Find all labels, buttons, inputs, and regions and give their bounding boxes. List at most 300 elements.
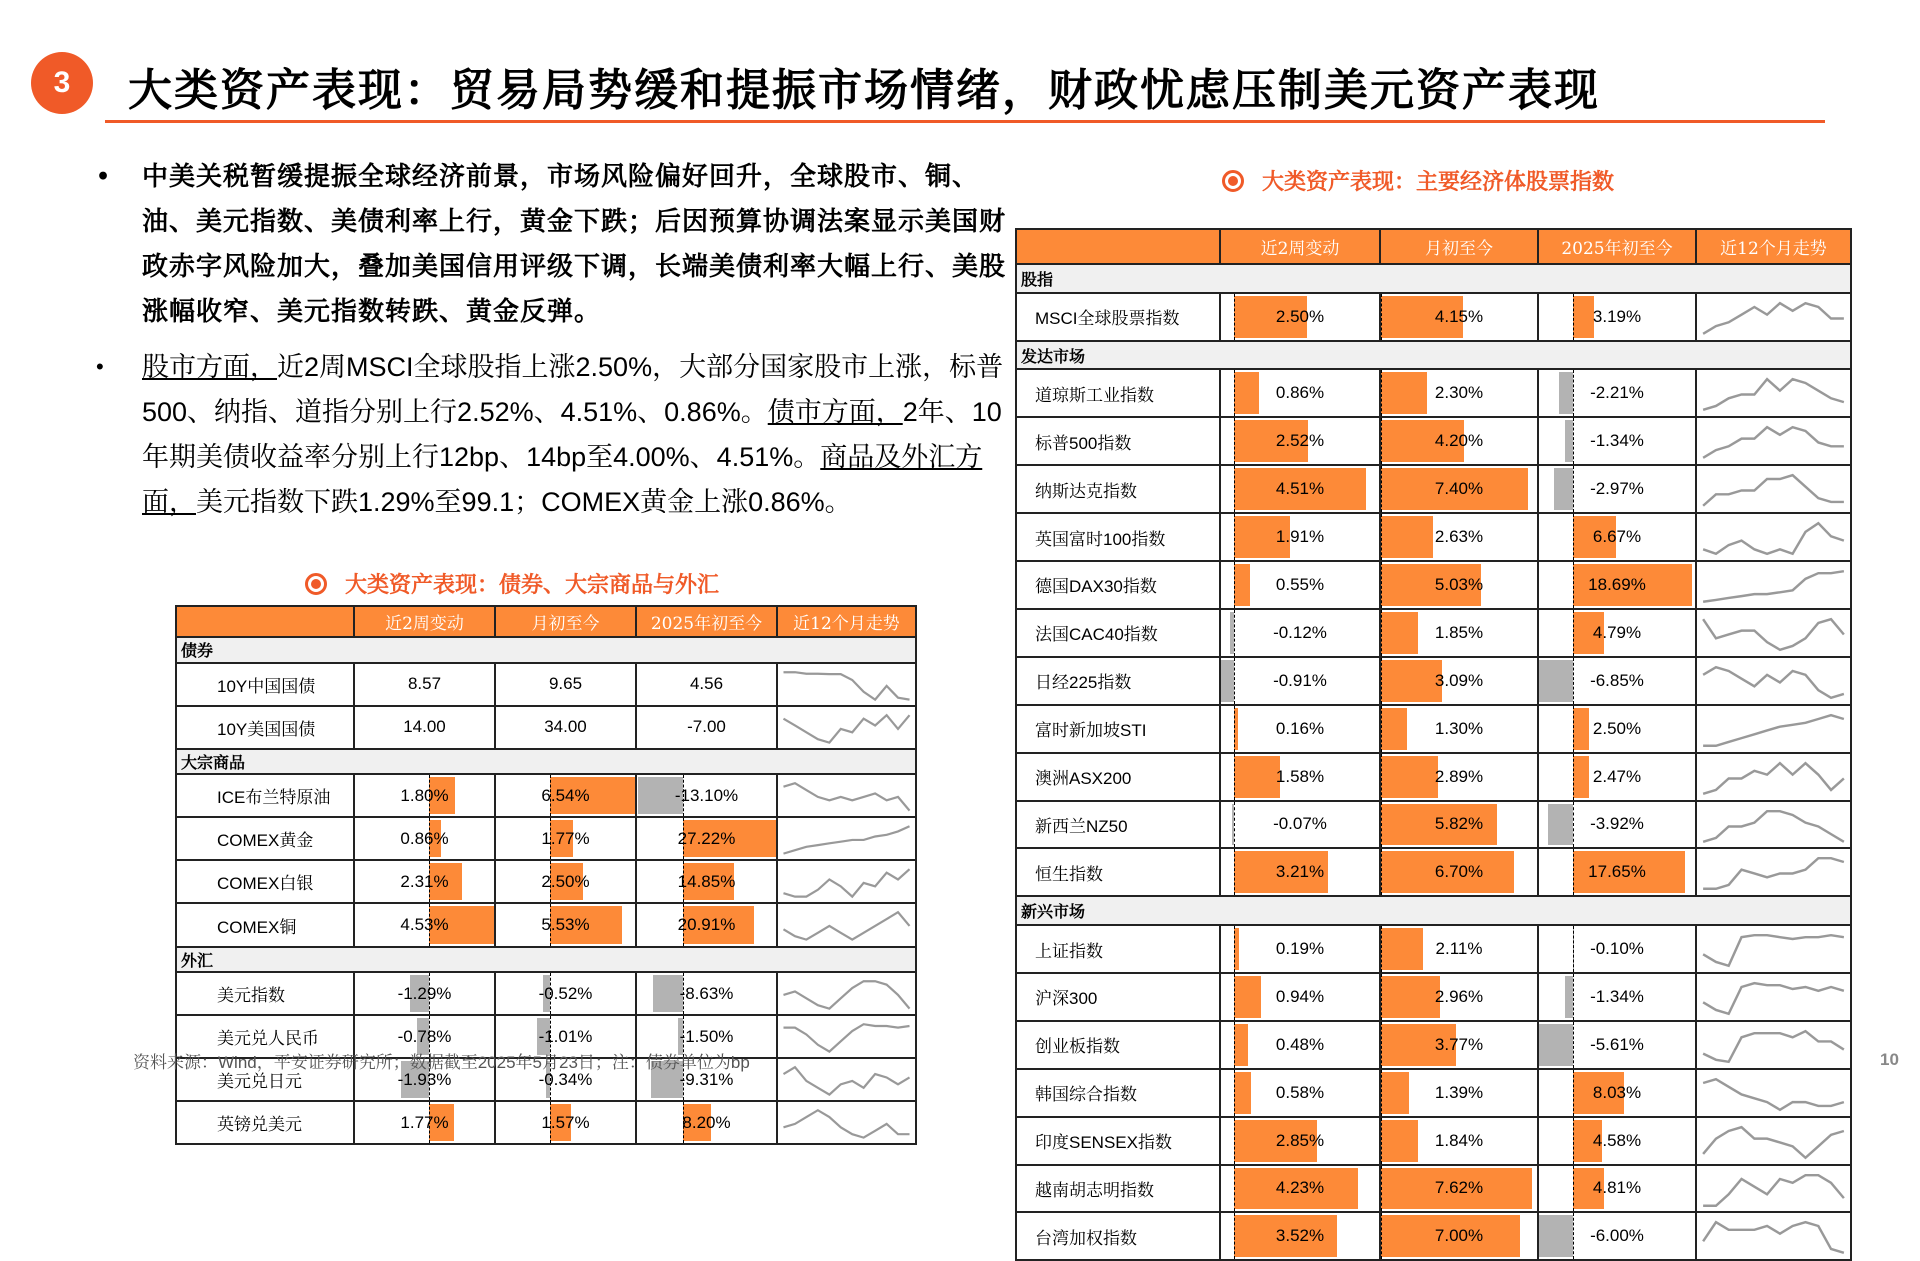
zero-axis xyxy=(1573,562,1574,608)
change-2w-cell xyxy=(1220,973,1380,1021)
asset-name: 上证指数 xyxy=(1016,925,1220,973)
value-text: -0.10% xyxy=(1590,939,1644,959)
value-text: 4.56 xyxy=(689,674,724,694)
value-text: -1.50% xyxy=(679,1026,734,1046)
trend-sparkline xyxy=(1696,417,1851,465)
header-blank xyxy=(1016,229,1220,264)
header-ytd: 2025年初至今 xyxy=(636,606,777,637)
trend-sparkline xyxy=(1696,513,1851,561)
positive-bar xyxy=(1381,660,1442,702)
negative-bar xyxy=(1565,420,1574,462)
value-text: 1.39% xyxy=(1434,1082,1484,1102)
negative-bar xyxy=(1559,372,1573,414)
zero-axis xyxy=(1381,1022,1382,1068)
value-text: 0.58% xyxy=(1275,1082,1325,1102)
asset-name: 印度SENSEX指数 xyxy=(1016,1117,1220,1165)
value-text: 0.86% xyxy=(1275,383,1325,403)
bullet-list xyxy=(90,155,1020,525)
value-text: 9.65 xyxy=(548,674,583,694)
change-mtd-cell xyxy=(1380,657,1538,705)
change-mtd-cell xyxy=(1380,1021,1538,1069)
negative-bar xyxy=(653,975,683,1012)
section-label: 债券 xyxy=(176,637,916,663)
section-label: 外汇 xyxy=(176,947,916,973)
bullet-dot-icon: • xyxy=(96,164,112,190)
asset-name: COMEX铜 xyxy=(176,903,354,946)
zero-axis xyxy=(1234,802,1235,848)
zero-axis xyxy=(1234,418,1235,464)
value-text: 0.19% xyxy=(1275,939,1325,959)
table-row xyxy=(176,706,916,749)
table-row xyxy=(1016,1117,1851,1165)
value-text: 4.53% xyxy=(400,915,449,935)
value-text: 3.09% xyxy=(1434,670,1484,690)
zero-axis xyxy=(1234,926,1235,972)
zero-axis xyxy=(1381,1118,1382,1164)
section-label: 新兴市场 xyxy=(1016,896,1851,925)
trend-sparkline xyxy=(1696,1069,1851,1117)
commodity-fx-label: 商品及外汇方面， xyxy=(142,442,983,518)
change-ytd-cell xyxy=(636,774,777,817)
table-row xyxy=(176,972,916,1015)
value-text: -0.78% xyxy=(397,1026,452,1046)
zero-axis xyxy=(1381,294,1382,340)
change-ytd-cell xyxy=(1538,369,1696,417)
change-mtd-cell xyxy=(1380,925,1538,973)
value-text: -1.34% xyxy=(1590,431,1644,451)
zero-axis xyxy=(1573,294,1574,340)
positive-bar xyxy=(1381,976,1440,1018)
asset-name: 美元指数 xyxy=(176,972,354,1015)
asset-name: 沪深300 xyxy=(1016,973,1220,1021)
value-text: 0.48% xyxy=(1275,1034,1325,1054)
change-mtd-cell xyxy=(1380,513,1538,561)
header-2w-change: 近2周变动 xyxy=(1220,229,1380,264)
change-mtd-cell xyxy=(495,903,636,946)
table-row xyxy=(1016,753,1851,801)
value-text: 14.00 xyxy=(403,717,446,737)
change-ytd-cell xyxy=(636,706,777,749)
trend-sparkline xyxy=(777,1101,916,1144)
value-text: 8.03% xyxy=(1592,1082,1642,1102)
change-mtd-cell xyxy=(1380,1212,1538,1260)
change-ytd-cell xyxy=(1538,513,1696,561)
value-text: 4.15% xyxy=(1434,306,1484,326)
value-text: -13.10% xyxy=(674,785,739,805)
bullet-item-details xyxy=(90,345,1020,525)
positive-bar xyxy=(1234,372,1259,414)
value-text: 2.11% xyxy=(1435,939,1483,959)
change-2w-cell xyxy=(354,817,495,860)
value-text: 6.67% xyxy=(1592,527,1642,547)
change-mtd-cell xyxy=(1380,1069,1538,1117)
value-text: 2.52% xyxy=(1275,431,1325,451)
value-text: 2.50% xyxy=(1275,306,1325,326)
change-mtd-cell xyxy=(495,860,636,903)
equity-text: 近2周MSCI全球股指上涨2.50%，大部分国家股市上涨，标普500、纳指、道指分别上行2.52%、4.51%、0.86%。 xyxy=(142,352,1004,427)
header-mtd: 月初至今 xyxy=(495,606,636,637)
table-row xyxy=(176,860,916,903)
asset-name: 英镑兑美元 xyxy=(176,1101,354,1144)
table-row xyxy=(1016,513,1851,561)
trend-sparkline xyxy=(777,972,916,1015)
asset-name: 恒生指数 xyxy=(1016,848,1220,896)
change-ytd-cell xyxy=(1538,848,1696,896)
section-row xyxy=(1016,341,1851,370)
change-mtd-cell xyxy=(1380,293,1538,341)
change-2w-cell xyxy=(1220,705,1380,753)
value-text: 18.69% xyxy=(1588,574,1646,594)
value-text: -8.63% xyxy=(679,983,734,1003)
value-text: -1.93% xyxy=(397,1069,452,1089)
zero-axis xyxy=(1573,802,1574,848)
zero-axis xyxy=(1381,658,1382,704)
change-ytd-cell xyxy=(636,860,777,903)
value-text: 6.70% xyxy=(1434,862,1484,882)
change-ytd-cell xyxy=(1538,925,1696,973)
value-text: 20.91% xyxy=(677,915,736,935)
change-ytd-cell xyxy=(1538,1069,1696,1117)
value-text: 17.65% xyxy=(1588,862,1646,882)
zero-axis xyxy=(1381,1213,1382,1259)
positive-bar xyxy=(1381,516,1433,558)
trend-sparkline xyxy=(777,903,916,946)
change-mtd-cell xyxy=(1380,561,1538,609)
change-ytd-cell xyxy=(1538,705,1696,753)
zero-axis xyxy=(1234,974,1235,1020)
zero-axis xyxy=(1381,754,1382,800)
table-row xyxy=(1016,848,1851,896)
trend-sparkline xyxy=(1696,1021,1851,1069)
value-text: 2.63% xyxy=(1434,527,1484,547)
table-row xyxy=(176,1101,916,1144)
zero-axis xyxy=(1573,706,1574,752)
value-text: 8.57 xyxy=(407,674,442,694)
value-text: -0.91% xyxy=(1273,670,1327,690)
zero-axis xyxy=(1573,974,1574,1020)
change-2w-cell xyxy=(354,1101,495,1144)
change-ytd-cell xyxy=(1538,801,1696,849)
zero-axis xyxy=(1381,1070,1382,1116)
negative-bar xyxy=(1539,1215,1573,1257)
trend-sparkline xyxy=(1696,561,1851,609)
zero-axis xyxy=(1381,974,1382,1020)
header-2w-change: 近2周变动 xyxy=(354,606,495,637)
value-text: -9.31% xyxy=(679,1069,734,1089)
target-bullet-icon xyxy=(305,573,327,595)
table-row xyxy=(1016,1212,1851,1260)
zero-axis xyxy=(1234,466,1235,512)
asset-name: 日经225指数 xyxy=(1016,657,1220,705)
change-mtd-cell xyxy=(495,706,636,749)
positive-bar xyxy=(1381,708,1407,750)
zero-axis xyxy=(1381,418,1382,464)
section-row xyxy=(176,637,916,663)
section-number-badge: 3 xyxy=(31,52,93,114)
change-2w-cell xyxy=(354,903,495,946)
value-text: 2.96% xyxy=(1434,986,1484,1006)
trend-sparkline xyxy=(1696,848,1851,896)
change-2w-cell xyxy=(354,706,495,749)
positive-bar xyxy=(1381,1120,1418,1162)
zero-axis xyxy=(1234,1070,1235,1116)
asset-name: 美元兑日元 xyxy=(176,1058,354,1101)
positive-bar xyxy=(1234,1072,1251,1114)
section-row xyxy=(176,947,916,973)
zero-axis xyxy=(1234,370,1235,416)
header-mtd: 月初至今 xyxy=(1380,229,1538,264)
value-text: -1.01% xyxy=(538,1026,593,1046)
value-text: 1.84% xyxy=(1434,1130,1484,1150)
trend-sparkline xyxy=(1696,753,1851,801)
section-label: 大宗商品 xyxy=(176,749,916,775)
change-mtd-cell xyxy=(1380,848,1538,896)
header-12m-trend: 近12个月走势 xyxy=(777,606,916,637)
value-text: 4.81% xyxy=(1592,1178,1642,1198)
value-text: 2.30% xyxy=(1434,383,1484,403)
zero-axis xyxy=(1573,1118,1574,1164)
table-header-row xyxy=(176,606,916,637)
positive-bar xyxy=(1381,612,1418,654)
table-row xyxy=(1016,925,1851,973)
asset-name: ICE布兰特原油 xyxy=(176,774,354,817)
change-ytd-cell xyxy=(1538,973,1696,1021)
value-text: 4.58% xyxy=(1592,1130,1642,1150)
value-text: 7.00% xyxy=(1434,1226,1484,1246)
asset-name: MSCI全球股票指数 xyxy=(1016,293,1220,341)
value-text: 3.52% xyxy=(1275,1226,1325,1246)
negative-bar xyxy=(1565,976,1574,1018)
zero-axis xyxy=(1573,370,1574,416)
zero-axis xyxy=(1234,1118,1235,1164)
table-row xyxy=(1016,657,1851,705)
value-text: 1.80% xyxy=(400,785,449,805)
change-2w-cell xyxy=(354,774,495,817)
section-row xyxy=(1016,896,1851,925)
zero-axis xyxy=(1381,1166,1382,1212)
zero-axis xyxy=(1381,802,1382,848)
change-mtd-cell xyxy=(1380,609,1538,657)
value-text: 1.30% xyxy=(1434,718,1484,738)
asset-name: 台湾加权指数 xyxy=(1016,1212,1220,1260)
value-text: 27.22% xyxy=(677,828,736,848)
zero-axis xyxy=(1573,849,1574,895)
section-row xyxy=(176,749,916,775)
change-mtd-cell xyxy=(495,817,636,860)
trend-sparkline xyxy=(1696,1165,1851,1213)
change-2w-cell xyxy=(1220,1021,1380,1069)
value-text: 5.53% xyxy=(541,915,590,935)
zero-axis xyxy=(1234,658,1235,704)
equity-index-table xyxy=(1015,228,1852,1261)
value-text: -5.61% xyxy=(1590,1034,1644,1054)
negative-bar xyxy=(1554,468,1573,510)
value-text: 2.85% xyxy=(1275,1130,1325,1150)
value-text: 0.94% xyxy=(1275,986,1325,1006)
table-row xyxy=(1016,801,1851,849)
change-2w-cell xyxy=(1220,609,1380,657)
asset-name: 纳斯达克指数 xyxy=(1016,465,1220,513)
positive-bar xyxy=(1573,756,1589,798)
table-row xyxy=(176,903,916,946)
asset-name: 英国富时100指数 xyxy=(1016,513,1220,561)
trend-sparkline xyxy=(1696,801,1851,849)
positive-bar xyxy=(1234,976,1262,1018)
table-row xyxy=(1016,417,1851,465)
table-row xyxy=(1016,705,1851,753)
zero-axis xyxy=(1234,562,1235,608)
asset-name: 道琼斯工业指数 xyxy=(1016,369,1220,417)
table-row xyxy=(176,663,916,706)
equity-label: 股市方面， xyxy=(142,352,277,383)
trend-sparkline xyxy=(1696,1212,1851,1260)
change-mtd-cell xyxy=(1380,1165,1538,1213)
table-row xyxy=(1016,1021,1851,1069)
bond-label: 债市方面， xyxy=(767,397,903,428)
zero-axis xyxy=(1234,754,1235,800)
trend-sparkline xyxy=(1696,609,1851,657)
value-text: 2.50% xyxy=(1592,718,1642,738)
change-mtd-cell xyxy=(495,663,636,706)
bond-text: 2年、10年期美债收益率分别上行12bp、14bp至4.00%、4.51%。 xyxy=(142,397,1002,472)
negative-bar xyxy=(1221,660,1234,702)
trend-sparkline xyxy=(777,1015,916,1058)
change-2w-cell xyxy=(1220,753,1380,801)
change-mtd-cell xyxy=(495,972,636,1015)
left-table-caption: 大类资产表现：债券、大宗商品与外汇 xyxy=(305,568,719,599)
change-2w-cell xyxy=(1220,925,1380,973)
asset-name: 富时新加坡STI xyxy=(1016,705,1220,753)
zero-axis xyxy=(1234,1022,1235,1068)
change-ytd-cell xyxy=(1538,753,1696,801)
change-ytd-cell xyxy=(1538,465,1696,513)
table-row xyxy=(1016,609,1851,657)
value-text: 5.03% xyxy=(1434,574,1484,594)
value-text: -2.21% xyxy=(1590,383,1644,403)
zero-axis xyxy=(1234,1166,1235,1212)
value-text: 4.20% xyxy=(1434,431,1484,451)
zero-axis xyxy=(1381,849,1382,895)
trend-sparkline xyxy=(777,860,916,903)
positive-bar xyxy=(1381,1072,1409,1114)
value-text: 1.77% xyxy=(400,1112,449,1132)
change-ytd-cell xyxy=(636,972,777,1015)
positive-bar xyxy=(1381,756,1438,798)
zero-axis xyxy=(1573,1166,1574,1212)
bullet-dot-icon: • xyxy=(96,354,104,379)
change-2w-cell xyxy=(1220,1069,1380,1117)
table-row xyxy=(1016,465,1851,513)
zero-axis xyxy=(1573,418,1574,464)
positive-bar xyxy=(1573,296,1593,338)
value-text: 5.82% xyxy=(1434,814,1484,834)
zero-axis xyxy=(1573,754,1574,800)
change-2w-cell xyxy=(1220,1117,1380,1165)
value-text: 1.57% xyxy=(541,1112,590,1132)
change-ytd-cell xyxy=(1538,1212,1696,1260)
header-ytd: 2025年初至今 xyxy=(1538,229,1696,264)
change-ytd-cell xyxy=(1538,657,1696,705)
value-text: -0.07% xyxy=(1273,814,1327,834)
table-row xyxy=(1016,293,1851,341)
change-mtd-cell xyxy=(1380,465,1538,513)
zero-axis xyxy=(1573,1070,1574,1116)
right-table-caption: 大类资产表现：主要经济体股票指数 xyxy=(1222,165,1614,196)
asset-name: 10Y中国国债 xyxy=(176,663,354,706)
section-label: 发达市场 xyxy=(1016,341,1851,370)
table-row xyxy=(1016,1069,1851,1117)
asset-name: 澳洲ASX200 xyxy=(1016,753,1220,801)
change-2w-cell xyxy=(1220,1165,1380,1213)
value-text: 4.23% xyxy=(1275,1178,1325,1198)
value-text: 0.86% xyxy=(400,828,449,848)
positive-bar xyxy=(1234,564,1250,606)
zero-axis xyxy=(1573,514,1574,560)
change-ytd-cell xyxy=(1538,417,1696,465)
zero-axis xyxy=(1381,466,1382,512)
value-text: 2.50% xyxy=(541,871,590,891)
zero-axis xyxy=(1381,370,1382,416)
positive-bar xyxy=(1234,756,1280,798)
change-2w-cell xyxy=(354,860,495,903)
trend-sparkline xyxy=(1696,293,1851,341)
change-mtd-cell xyxy=(1380,753,1538,801)
title-divider xyxy=(105,120,1825,123)
zero-axis xyxy=(1234,706,1235,752)
trend-sparkline xyxy=(1696,705,1851,753)
change-2w-cell xyxy=(354,972,495,1015)
change-2w-cell xyxy=(1220,293,1380,341)
asset-name: 标普500指数 xyxy=(1016,417,1220,465)
table-row xyxy=(176,774,916,817)
value-text: -3.92% xyxy=(1590,814,1644,834)
change-2w-cell xyxy=(1220,465,1380,513)
change-mtd-cell xyxy=(1380,1117,1538,1165)
value-text: 14.85% xyxy=(677,871,736,891)
change-2w-cell xyxy=(1220,848,1380,896)
commodity-fx-text: 美元指数下跌1.29%至99.1；COMEX黄金上涨0.86%。 xyxy=(196,487,852,517)
change-2w-cell xyxy=(1220,801,1380,849)
value-text: -6.85% xyxy=(1590,670,1644,690)
asset-name: 新西兰NZ50 xyxy=(1016,801,1220,849)
asset-name: 越南胡志明指数 xyxy=(1016,1165,1220,1213)
table-row xyxy=(1016,973,1851,1021)
header-blank xyxy=(176,606,354,637)
table-row xyxy=(176,817,916,860)
zero-axis xyxy=(1381,610,1382,656)
value-text: -6.00% xyxy=(1590,1226,1644,1246)
negative-bar xyxy=(1548,804,1573,846)
change-2w-cell xyxy=(1220,657,1380,705)
asset-name: COMEX黄金 xyxy=(176,817,354,860)
trend-sparkline xyxy=(777,774,916,817)
change-2w-cell xyxy=(1220,417,1380,465)
change-ytd-cell xyxy=(636,663,777,706)
change-mtd-cell xyxy=(1380,369,1538,417)
asset-name: 创业板指数 xyxy=(1016,1021,1220,1069)
change-mtd-cell xyxy=(1380,705,1538,753)
header-12m-trend: 近12个月走势 xyxy=(1696,229,1851,264)
positive-bar xyxy=(1381,372,1427,414)
change-ytd-cell xyxy=(1538,293,1696,341)
change-ytd-cell xyxy=(1538,1021,1696,1069)
value-text: 3.19% xyxy=(1592,306,1642,326)
value-text: 34.00 xyxy=(544,717,587,737)
table-row xyxy=(1016,369,1851,417)
asset-name: 美元兑人民币 xyxy=(176,1015,354,1058)
positive-bar xyxy=(1573,708,1589,750)
zero-axis xyxy=(1234,1213,1235,1259)
